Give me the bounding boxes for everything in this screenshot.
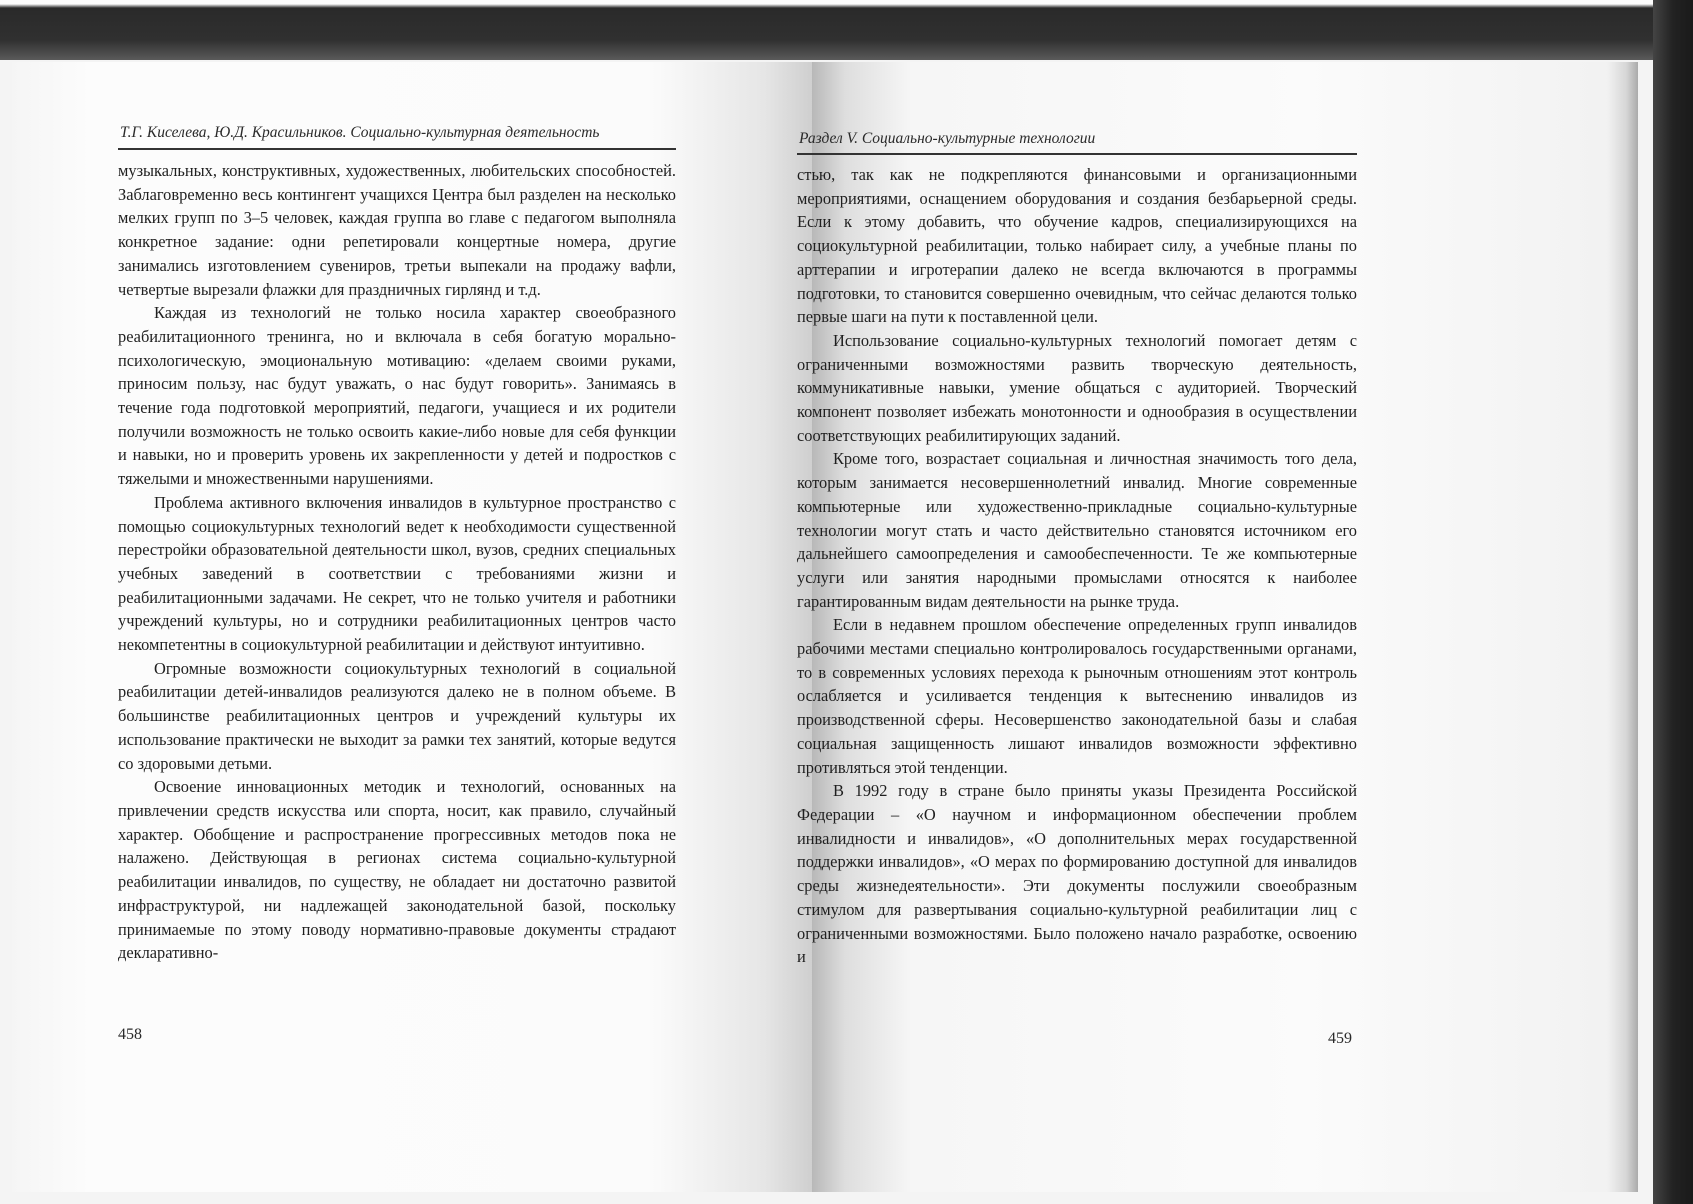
right-page-number: 459 [1328,1030,1352,1047]
right-head-rule [797,153,1357,155]
right-running-head: Раздел V. Социально-культурные технологии [799,130,1096,147]
left-body-text [118,159,676,965]
right-body-text [797,163,1357,969]
page-edge-shadow [1608,62,1638,1192]
left-head-rule [118,148,676,150]
scan-right-shadow [1653,0,1693,1204]
right-paragraph: Использование социально-культурных технологий помогает детям с ограниченными возможностями развить творческую деятельность, коммуникативные навыки, умение общаться с аудиторией. Творческий компонент позволяет избежать монотонности и однообразия в осуществлении соответствующих реабилитирующих заданий. [797,330,1357,445]
left-paragraph: Каждая из технологий не только носила характер своеобразного реабилитационного тренинга, но и включала в себя богатую морально-психологическую, эмоциональную мотивацию: «делаем своими руками, приносим пользу, нас будут уважать, о нас будут говорить». Занимаясь в течение года подготовкой мероприятий, педагоги, учащиеся и их родители получили возможность не только освоить какие-либо новые для себя функции и навыки, но и проверить уровень их закрепленности у детей и подростков с тяжелыми и множественными нарушениями. [118,303,676,489]
left-paragraph: Огромные возможности социокультурных технологий в социальной реабилитации детей-инвалидов реализуются далеко не в полном объеме. В большинстве реабилитационных центров и учреждений культуры их использование практически не выходит за рамки тех занятий, которые ведутся со здоровыми детьми. [118,658,676,773]
left-paragraph: музыкальных, конструктивных, художественных, любительских способностей. Заблаговременно весь контингент учащихся Центра был разделен на несколько мелких групп по 3–5 человек, каждая группа во главе с педагогом выполняла конкретное задание: одни репетировали концертные номера, другие занимались изготовлением сувениров, третьи выпекали на продажу вафли, четвертые вырезали флажки для праздничных гирлянд и т.д. [118,161,676,299]
left-page-number: 458 [118,1026,142,1043]
left-paragraph: Освоение инновационных методик и технологий, основанных на привлечении средств искусства или спорта, носит, как правило, случайный характер. Обобщение и распространение прогрессивных методов пока не налажено. Действующая в регионах система социально-культурной реабилитации инвалидов, по существу, не обладает ни достаточно развитой инфраструктурой, ни надлежащей законодательной базой, поскольку принимаемые по этому поводу нормативно-правовые документы страдают декларативно- [118,777,676,963]
right-paragraph: Если в недавнем прошлом обеспечение определенных групп инвалидов рабочими местами специально контролировалось государственными органами, то в современных условиях перехода к рыночным отношениям этот контроль ослабляется и усиливается тенденция к вытеснению инвалидов из производственной сферы. Несовершенство законодательной базы и слабая социальная защищенность лишают инвалидов возможности эффективно противляться этой тенденции. [797,615,1357,777]
left-paragraph: Проблема активного включения инвалидов в культурное пространство с помощью социокультурных технологий ведет к необходимости существенной перестройки образовательной деятельности школ, вузов, средних специальных учебных заведений в соответствии с требованиями жизни и реабилитационными задачами. Не секрет, что не только учителя и работники учреждений культуры, но и сотрудники реабилитационных центров часто некомпетентны в социокультурной реабилитации и действуют интуитивно. [118,492,676,655]
left-running-head: Т.Г. Киселева, Ю.Д. Красильников. Социально-культурная деятельность [120,124,600,141]
right-paragraph: стью, так как не подкрепляются финансовыми и организационными мероприятиями, оснащением оборудования и создания безбарьерной среды. Если к этому добавить, что обучение кадров, специализирующихся на социокультурной реабилитации, только набирает силу, а учебные планы по арттерапии и игротерапии далеко не всегда включаются в программы подготовки, то становится совершенно очевидным, что сейчас делаются только первые шаги на пути к поставленной цели. [797,165,1357,327]
right-paragraph: Кроме того, возрастает социальная и личностная значимость того дела, которым занимается несовершеннолетний инвалид. Многие современные компьютерные или художественно-прикладные социально-культурные технологии могут стать и часто действительно становятся источником его дальнейшего самоопределения и самообеспеченности. Те же компьютерные услуги или занятия народными промыслами относятся к наиболее гарантированным видам деятельности на рынке труда. [797,449,1357,611]
right-paragraph: В 1992 году в стране было приняты указы Президента Российской Федерации – «О научном и информационном обеспечении проблем инвалидности и инвалидов», «О дополнительных мерах государственной поддержки инвалидов», «О мерах по формированию доступной для инвалидов среды жизнедеятельности». Эти документы послужили своеобразным стимулом для развертывания социально-культурной реабилитации лиц с ограниченными возможностями. Было положено начало разработке, освоению и [797,781,1357,967]
scan-top-shadow [0,0,1693,60]
